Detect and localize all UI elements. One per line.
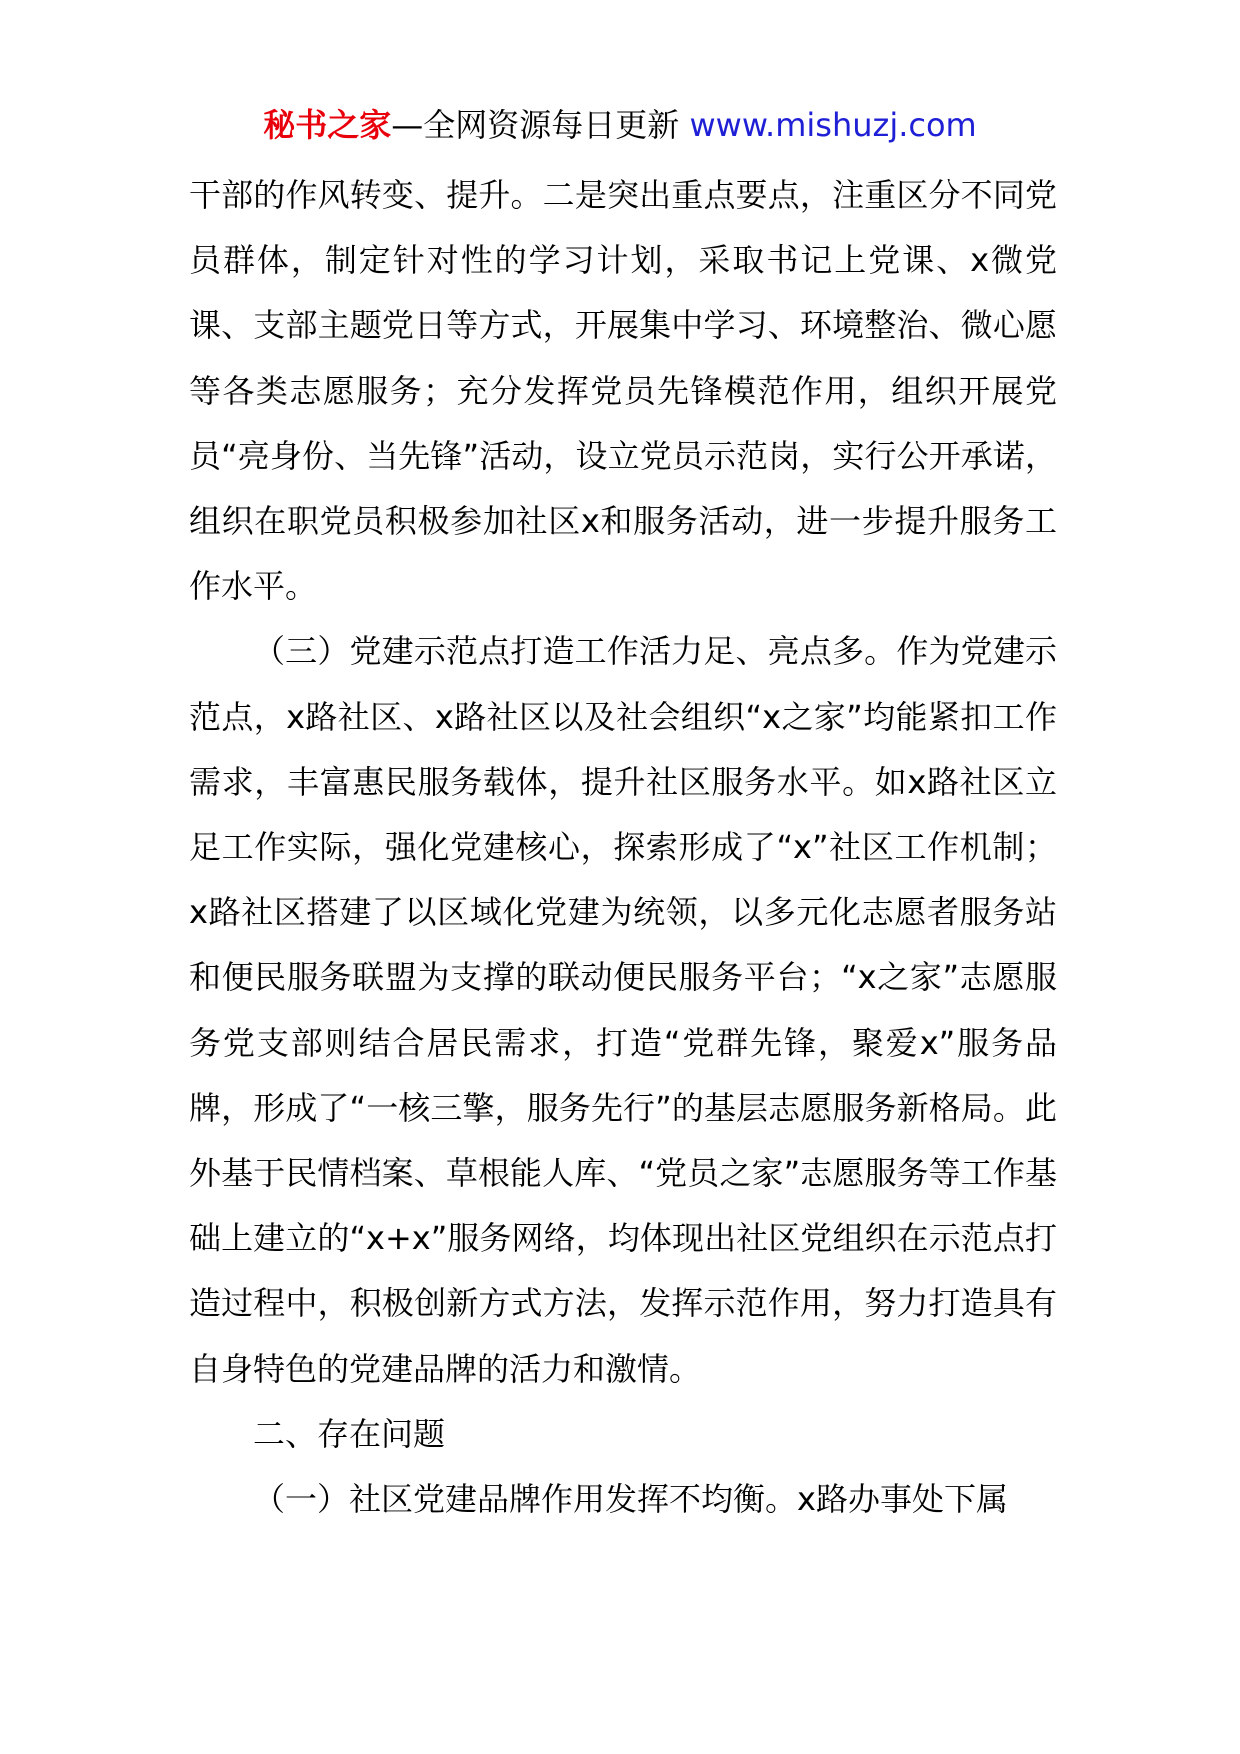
paragraph-problem-one: （一）社区党建品牌作用发挥不均衡。x路办事处下属	[253, 1480, 1008, 1519]
paragraph-section-three: （三）党建示范点打造工作活力足、亮点多。作为党建示范点，x路社区、x路社区以及社会组织“x之家”均能紧扣工作需求，丰富惠民服务载体，提升社区服务水平。如x路社区立足工作实际，强化党建核心，探索形成了“x”社区工作机制；x路社区搭建了以区域化党建为统领，以多元化志愿者服务站和便民服务联盟为支撑的联动便民服务平台；“x之家”志愿服务党支部则结合居民需求，打造“党群先锋，聚爱x”服务品牌，形成了“一核三擎，服务先行”的基层志愿服务新格局。此外基于民情档案、草根能人库、“党员之家”志愿服务等工作基础上建立的“x+x”服务网络，均体现出社区党组织在示范点打造过程中，积极创新方式方法，发挥示范作用，努力打造具有自身特色的党建品牌的活力和激情。	[189, 632, 1057, 1388]
paragraph-continued: 干部的作风转变、提升。二是突出重点要点，注重区分不同党员群体，制定针对性的学习计划，采取书记上党课、x微党课、支部主题党日等方式，开展集中学习、环境整治、微心愿等各类志愿服务；充分发挥党员先锋模范作用，组织开展党员“亮身份、当先锋”活动，设立党员示范岗，实行公开承诺，组织在职党员积极参加社区x和服务活动，进一步提升服务工作水平。	[189, 176, 1057, 606]
site-header	[0, 100, 1240, 150]
brand-name: 秘书之家	[263, 106, 392, 144]
heading-existing-problems: 二、存在问题	[253, 1414, 446, 1453]
site-url-link[interactable]: www.mishuzj.com	[689, 106, 977, 144]
site-tagline: —全网资源每日更新	[391, 106, 690, 144]
document-body	[189, 163, 1057, 1532]
